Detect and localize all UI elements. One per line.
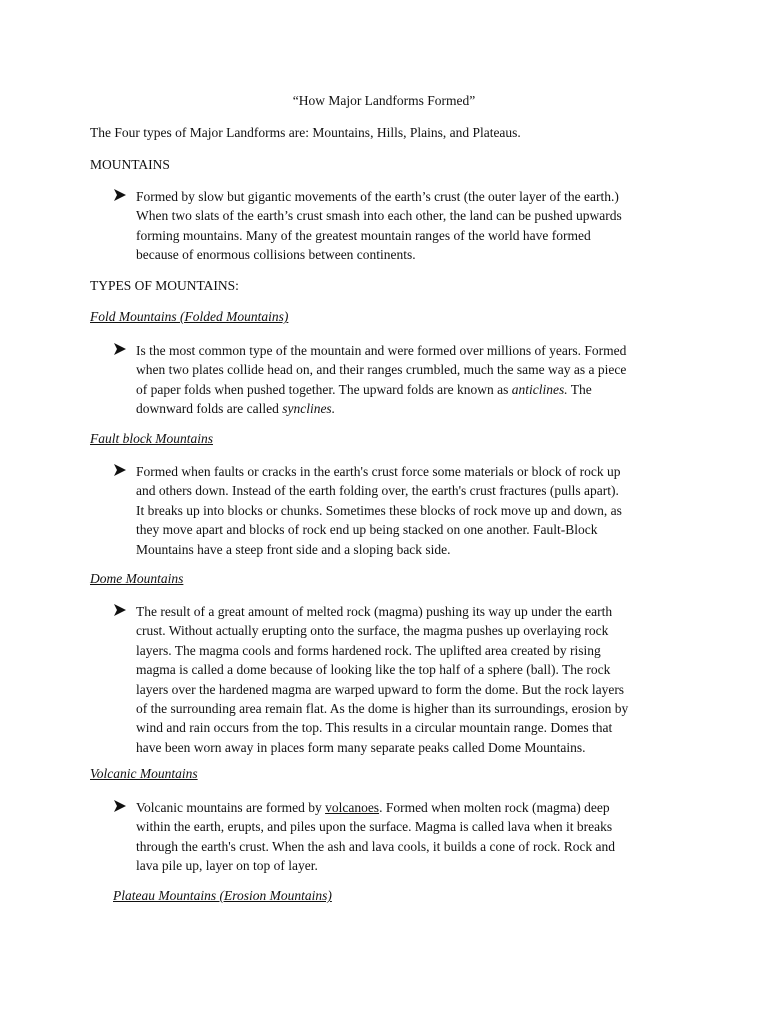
fault-block-heading: Fault block Mountains [90,431,213,446]
types-heading: TYPES OF MOUNTAINS: [90,278,239,293]
text-line: have been worn away in places form many separate peaks called Dome Mountains. [136,739,586,755]
volcanic-mountains-heading: Volcanic Mountains [90,766,198,781]
mountains-paragraph [136,187,681,265]
text-line: It breaks up into blocks or chunks. Sometimes these blocks of rock move up and down, as [136,502,622,518]
text-span: . Formed when molten rock (magma) deep [379,800,610,815]
text-line: crust. Without actually erupting onto the surface, the magma pushes up overlaying rock [136,623,609,639]
text-line: lava pile up, layer on top of layer. [136,858,318,874]
text-line: The result of a great amount of melted rock (magma) pushing its way up under the earth [136,604,613,619]
document-title: “How Major Landforms Formed” [292,93,476,108]
text-line: of the surrounding area remain flat. As the dome is higher than its surroundings, erosion by [136,701,629,717]
fault-paragraph [136,462,681,559]
text-line [136,798,681,817]
intro-text: The Four types of Major Landforms are: Mountains, Hills, Plains, and Plateaus. [90,125,521,140]
text-line: When two slats of the earth’s crust smash into each other, the land can be pushed upwards [136,208,622,224]
anticlines-term: anticlines. [511,381,568,397]
text-span: Volcanic mountains are formed by [136,800,326,815]
synclines-term: synclines. [282,401,336,417]
text-line: Is the most common type of the mountain and were formed over millions of years. Formed [136,343,627,358]
text-span: of paper folds when pushed together. The upward folds are known as [136,381,512,397]
text-line: layers over the hardened magma are warped upward to form the dome. But the rock layers [136,681,625,697]
dome-mountains-heading: Dome Mountains [90,571,184,586]
text-line: because of enormous collisions between continents. [136,247,416,263]
text-line: Mountains have a steep front side and a sloping back side. [136,541,451,557]
fold-paragraph [136,341,681,419]
text-line: and others down. Instead of the earth folding over, the earth's crust fractures (pulls apart). [136,483,619,499]
text-line: layers. The magma cools and forms hardened rock. The uplifted area created by rising [136,642,601,658]
arrow-bullet-icon [113,463,127,477]
dome-paragraph [136,602,681,757]
text-line: when two plates collide head on, and their ranges crumbled, much the same way as a piece [136,362,627,378]
arrow-bullet-icon [113,603,127,617]
text-line: magma is called a dome because of looking like the top half of a sphere (ball). The rock [136,662,611,678]
text-line [136,399,681,418]
arrow-bullet-icon [113,799,127,813]
volcanic-paragraph [136,798,681,876]
arrow-bullet-icon [113,342,127,356]
text-line [136,380,681,399]
fold-mountains-heading: Fold Mountains (Folded Mountains) [90,309,289,324]
arrow-bullet-icon [113,188,127,202]
text-line: wind and rain occurs from the top. This results in a circular mountain range. Domes that [136,720,613,736]
text-line: Formed when faults or cracks in the earth's crust force some materials or block of rock up [136,464,621,479]
plateau-mountains-heading: Plateau Mountains (Erosion Mountains) [113,888,332,903]
text-span: downward folds are called [136,401,283,417]
text-span: The [567,381,592,397]
mountains-heading: MOUNTAINS [90,157,170,172]
volcanoes-link[interactable]: volcanoes [325,800,380,815]
text-line: forming mountains. Many of the greatest mountain ranges of the world have formed [136,227,591,243]
text-line: Formed by slow but gigantic movements of the earth’s crust (the outer layer of the earth.) [136,189,619,204]
text-line: through the earth's crust. When the ash and lava cools, it builds a cone of rock. Rock and [136,838,616,854]
text-line: within the earth, erupts, and piles upon the surface. Magma is called lava when it breaks [136,819,613,835]
text-line: they move apart and blocks of rock end up being stacked on one another. Fault-Block [136,522,598,538]
